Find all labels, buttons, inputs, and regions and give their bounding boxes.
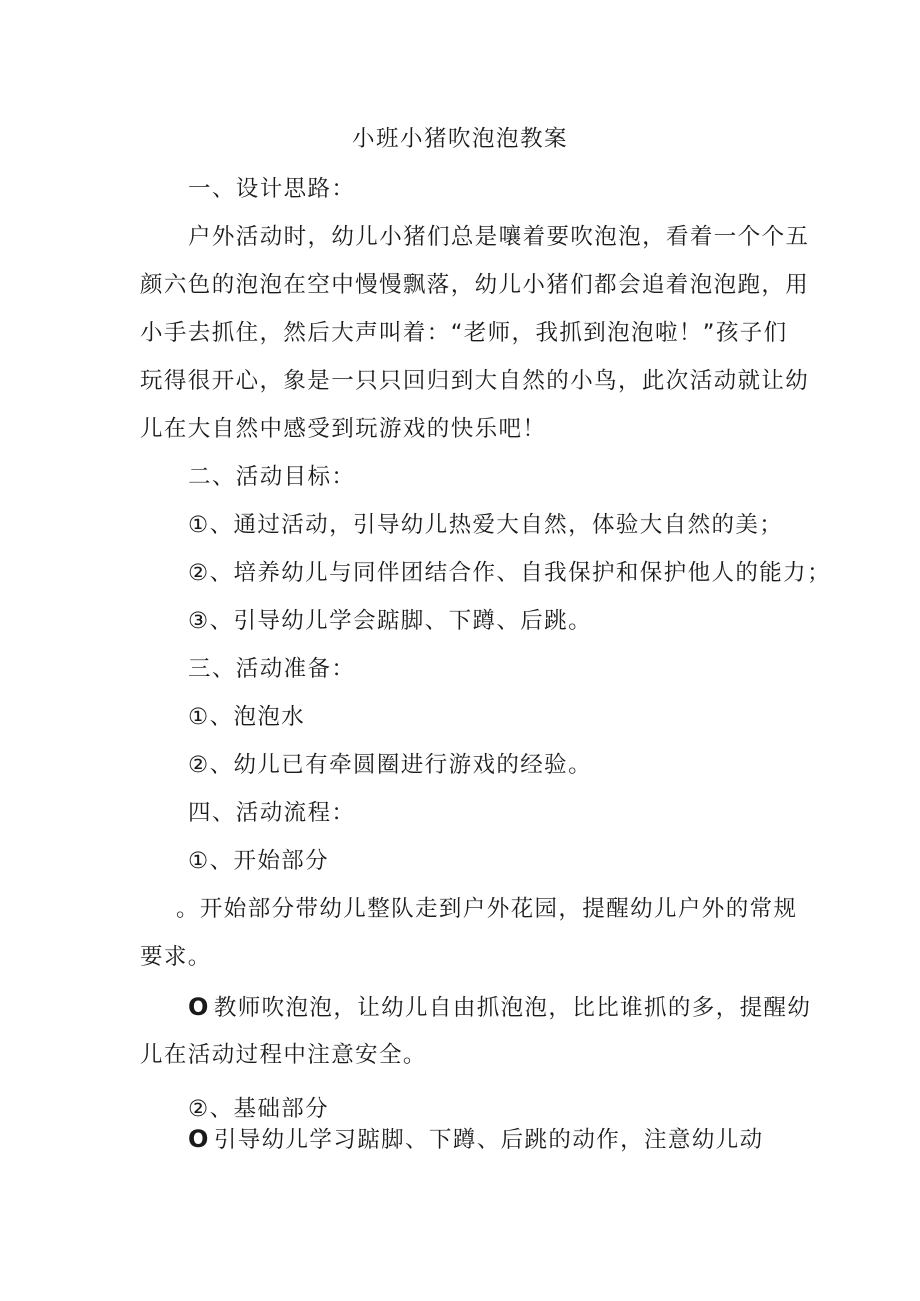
section-heading-goals: 二、活动目标： (188, 464, 356, 490)
paragraph-line: 要求。 (140, 944, 212, 970)
paragraph-line: 儿在活动过程中注意安全。 (140, 1042, 427, 1068)
paragraph-line: 。开始部分带幼儿整队走到户外花园，提醒幼儿户外的常规 (176, 896, 798, 922)
bullet-o-marker: O (188, 1125, 210, 1153)
list-item: ①、通过活动，引导幼儿热爱大自然，体验大自然的美； (188, 512, 784, 538)
bullet-text: 教师吹泡泡，让幼儿自由抓泡泡，比比谁抓的多，提醒幼 (213, 995, 812, 1021)
paragraph-line: 玩得很开心，象是一只只回归到大自然的小鸟，此次活动就让幼 (140, 368, 810, 394)
paragraph-line: 儿在大自然中感受到玩游戏的快乐吧！ (140, 416, 547, 442)
paragraph-line: 颜六色的泡泡在空中慢慢飘落，幼儿小猪们都会追着泡泡跑，用 (140, 272, 810, 298)
list-item: ②、培养幼儿与同伴团结合作、自我保护和保护他人的能力； (188, 560, 831, 586)
bullet-o-marker: O (188, 993, 210, 1021)
list-item: ②、幼儿已有牵圆圈进行游戏的经验。 (188, 752, 592, 778)
bullet-text: 引导幼儿学习踮脚、下蹲、后跳的动作，注意幼儿动 (213, 1127, 764, 1153)
subsection-heading-start: ①、开始部分 (188, 848, 330, 874)
paragraph-line: 户外活动时，幼儿小猪们总是嚷着要吹泡泡，看着一个个五 (188, 224, 810, 250)
document-title: 小班小猪吹泡泡教案 (351, 126, 568, 152)
bullet-paragraph-line (188, 1124, 764, 1155)
section-heading-design: 一、设计思路： (188, 176, 356, 202)
section-heading-process: 四、活动流程： (188, 800, 356, 826)
subsection-heading-basic: ②、基础部分 (188, 1096, 330, 1122)
paragraph-line: 小手去抓住，然后大声叫着：“老师，我抓到泡泡啦！”孩子们 (140, 320, 788, 346)
bullet-paragraph-line (188, 992, 811, 1023)
list-item: ①、泡泡水 (188, 704, 306, 730)
list-item: ③、引导幼儿学会踮脚、下蹲、后跳。 (188, 608, 592, 634)
section-heading-preparation: 三、活动准备： (188, 656, 356, 682)
